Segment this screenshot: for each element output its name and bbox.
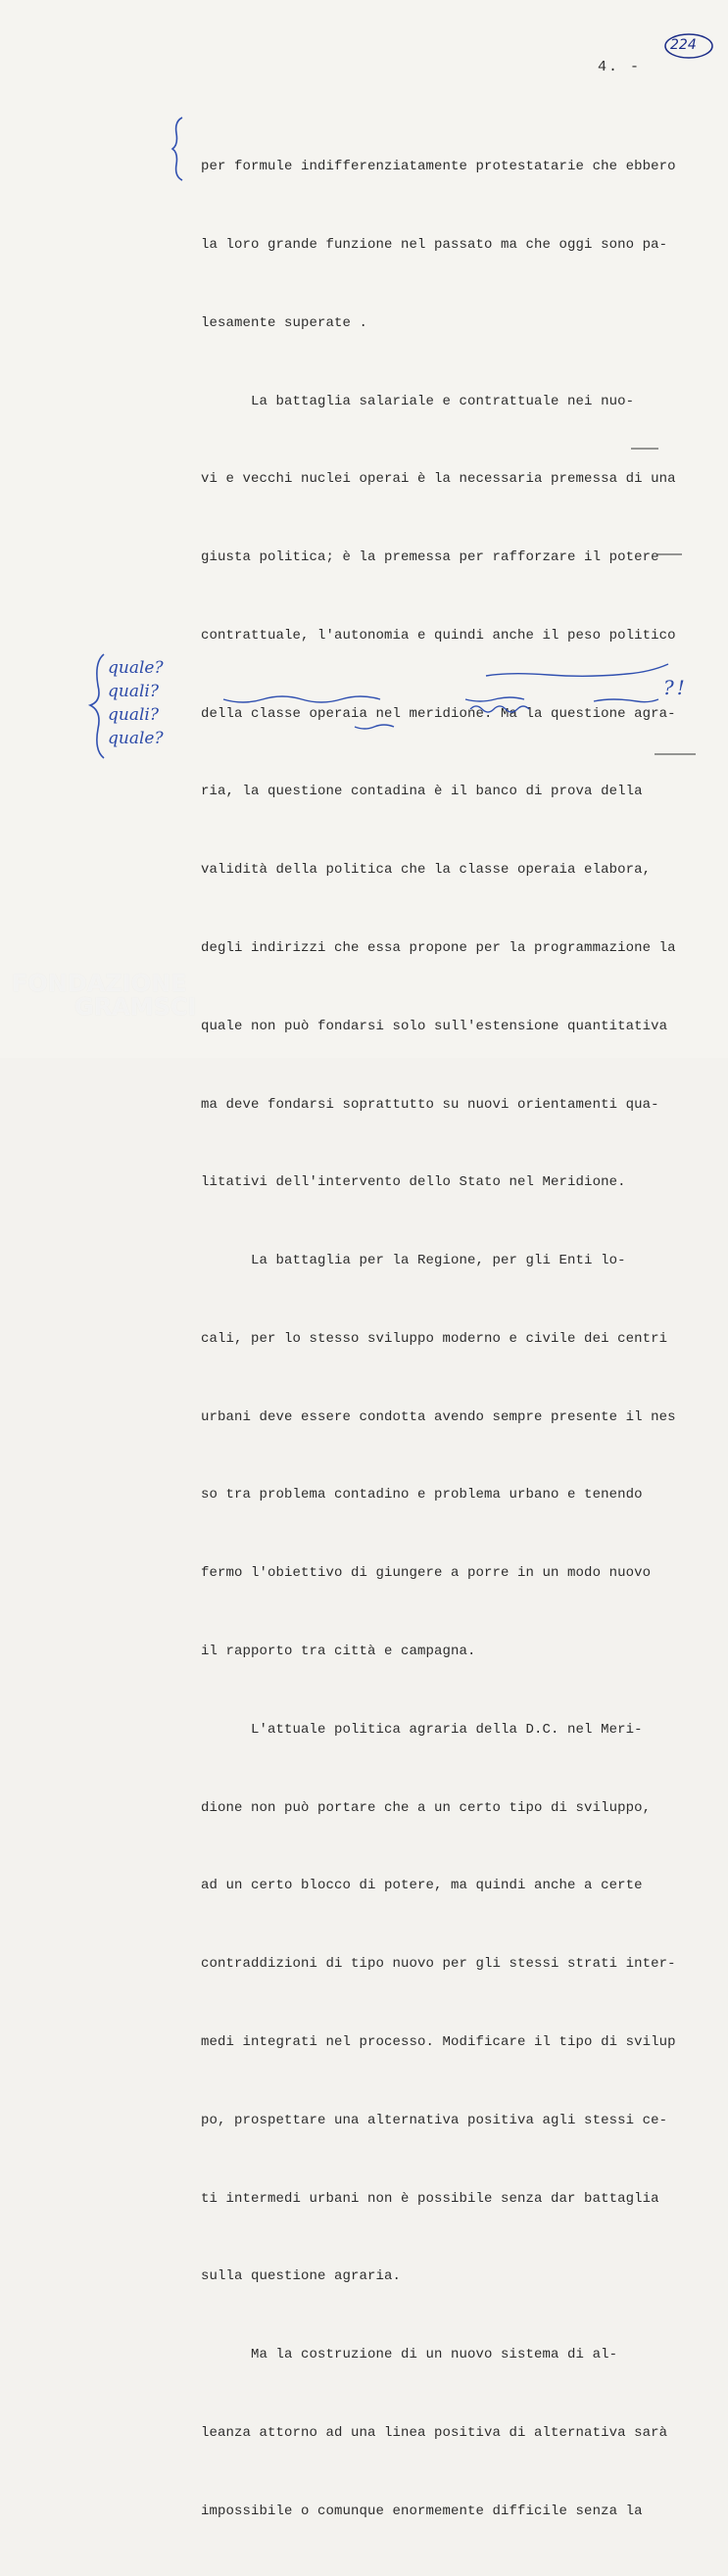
text-line: dione non può portare che a un certo tipo di sviluppo, (201, 1799, 652, 1816)
margin-note-item: quali? (108, 705, 159, 725)
text-line: per formule indifferenziatamente protestatarie che ebbero (201, 159, 676, 175)
text-line: po, prospettare una alternativa positiva agli stessi ce- (201, 2112, 668, 2128)
text-line: giusta politica; è la premessa per rafforzare il potere (201, 549, 659, 566)
fondazione-gramsci-watermark (12, 972, 196, 1019)
watermark-line-2: GRAMSCI (74, 993, 197, 1021)
text-line: validità della politica che la classe operaia elabora, (201, 862, 652, 879)
text-line: vi e vecchi nuclei operai è la necessaria premessa di una (201, 471, 676, 488)
text-line: leanza attorno ad una linea positiva di alternativa sarà (201, 2424, 668, 2441)
underline-certe (594, 699, 658, 702)
margin-note-item: quale? (108, 658, 164, 678)
text-line: contraddizioni di tipo nuovo per gli stessi strati inter- (201, 1956, 676, 1973)
text-line: Ma la costruzione di un nuovo sistema di al- (201, 2347, 618, 2363)
handwritten-marks (0, 0, 728, 1058)
text-line: La battaglia per la Regione, per gli Enti lo- (201, 1253, 626, 1269)
text-line: quale non può fondarsi solo sull'estensione quantitativa (201, 1018, 668, 1034)
text-line: urbani deve essere condotta avendo sempre presente il nes (201, 1408, 676, 1425)
text-line: contrattuale, l'autonomia e quindi anche il peso politico (201, 627, 676, 644)
underline-tipo (355, 725, 394, 729)
text-line: la loro grande funzione nel passato ma che oggi sono pa- (201, 236, 668, 253)
text-line: litativi dell'intervento dello Stato nel Meridione. (201, 1174, 626, 1191)
text-line: ma deve fondarsi soprattutto su nuovi orientamenti qua- (201, 1096, 659, 1113)
text-line: medi integrati nel processo. Modificare il tipo di svilup (201, 2033, 676, 2050)
archive-number: 224 (670, 37, 697, 53)
text-line: sulla questione agraria. (201, 2268, 402, 2285)
margin-brace-top (172, 118, 182, 180)
page-number: 4. - (598, 59, 642, 75)
text-line: il rapporto tra città e campagna. (201, 1644, 476, 1660)
text-line: cali, per lo stesso sviluppo moderno e civile dei centri (201, 1330, 668, 1347)
text-line: della classe operaia nel meridione. Ma la questione agra- (201, 705, 676, 722)
text-line: lesamente superate . (201, 314, 368, 331)
wavy-anche (470, 706, 529, 712)
margin-question-marks: ?! (663, 676, 688, 699)
underline-quindi (465, 697, 524, 701)
underline-certo-tipo (486, 664, 668, 676)
watermark-line-1: FONDAZIONE (12, 970, 187, 997)
text-line: so tra problema contadino e problema urbano e tenendo (201, 1487, 643, 1503)
margin-note-item: quali? (108, 682, 159, 701)
text-line: impossibile o comunque enormemente difficile senza la (201, 2503, 643, 2519)
text-line: La battaglia salariale e contrattuale nei nuo- (201, 393, 635, 409)
margin-brace-quale (90, 654, 104, 758)
text-line: ad un certo blocco di potere, ma quindi anche a certe (201, 1878, 643, 1894)
text-line: L'attuale politica agraria della D.C. nel Meri- (201, 1721, 643, 1738)
text-line: ti intermedi urbani non è possibile senza dar battaglia (201, 2190, 659, 2207)
text-line: ria, la questione contadina è il banco di prova della (201, 784, 643, 800)
text-line: fermo l'obiettivo di giungere a porre in un modo nuovo (201, 1565, 652, 1582)
margin-note-item: quale? (108, 729, 164, 748)
text-line: degli indirizzi che essa propone per la programmazione la (201, 940, 676, 956)
underline-un-certo-blocco (223, 696, 380, 702)
margin-note-quale (108, 656, 164, 750)
